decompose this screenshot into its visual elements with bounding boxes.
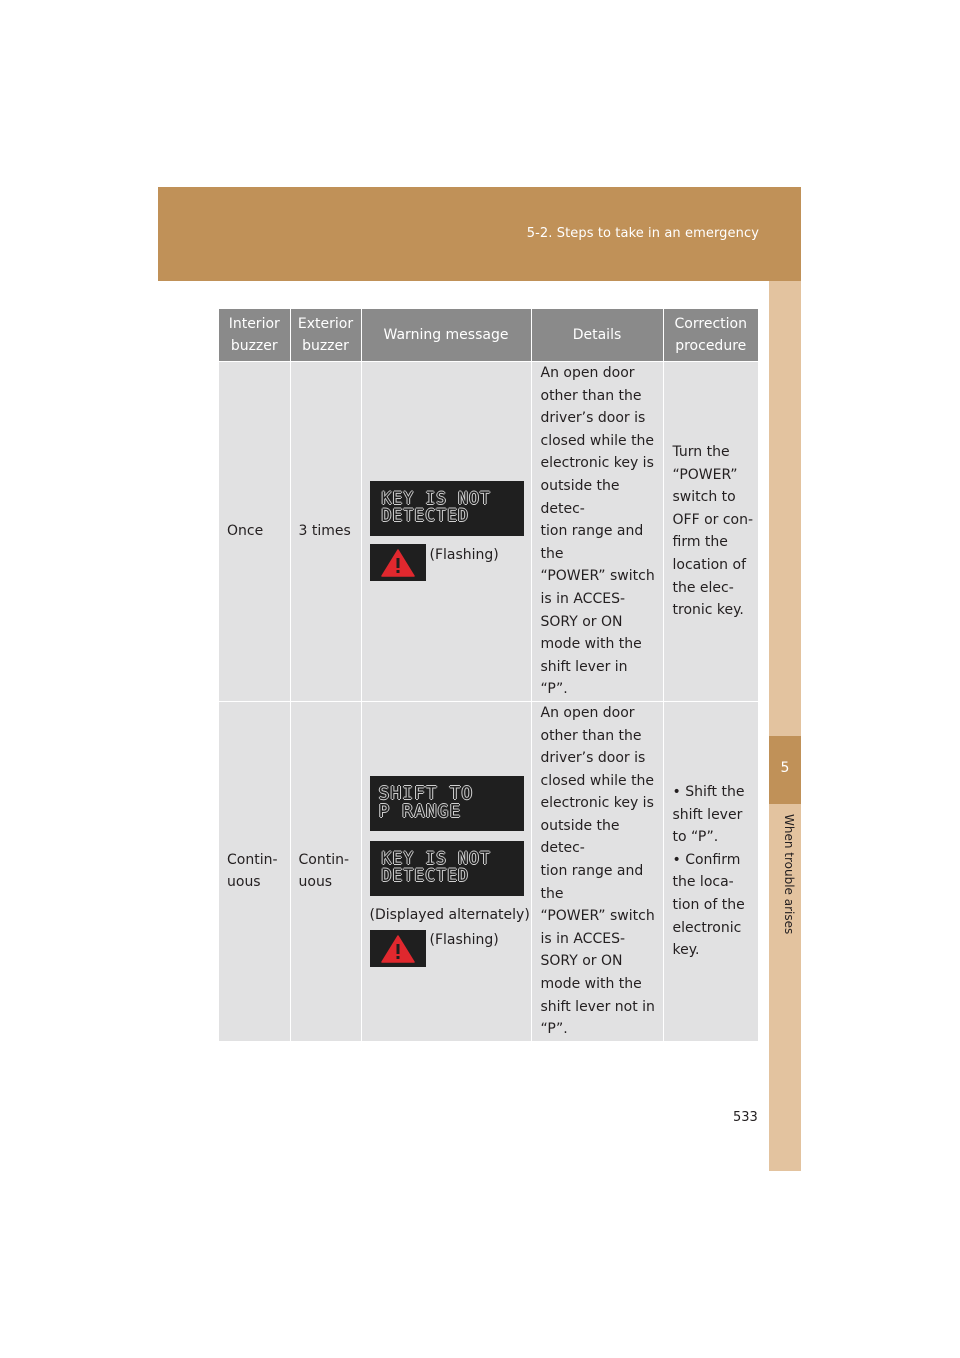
header-interior-buzzer: Interior buzzer bbox=[219, 309, 290, 362]
alternate-caption: (Displayed alternately) bbox=[369, 906, 530, 923]
correction-bullet: • Confirm the loca- tion of the electronic key. bbox=[672, 851, 745, 959]
header-details: Details bbox=[531, 309, 663, 362]
header-band bbox=[158, 187, 801, 281]
chapter-label: When trouble arises bbox=[782, 814, 796, 935]
interior-buzzer-cell: Once bbox=[219, 362, 290, 702]
details-cell: An open door other than the driver’s door is closed while the electronic key is outside the detec- tion range and the “POWER” switch is in ACCES- SORY or ON mode with the shift lever in “P”. bbox=[531, 362, 663, 702]
page-number: 533 bbox=[733, 1110, 758, 1125]
lcd-display: SHIFT TO P RANGE bbox=[370, 776, 524, 831]
header-warning-message: Warning message bbox=[361, 309, 531, 362]
warning-triangle-icon bbox=[370, 930, 426, 967]
table-row bbox=[219, 701, 758, 1040]
flashing-caption: (Flashing) bbox=[429, 932, 499, 949]
chapter-tab[interactable] bbox=[769, 736, 801, 804]
header-correction-procedure: Correction procedure bbox=[663, 309, 758, 362]
warning-table bbox=[219, 309, 758, 1041]
side-tab-strip bbox=[769, 281, 801, 1171]
interior-buzzer-cell: Contin- uous bbox=[219, 701, 290, 1040]
warning-message-cell bbox=[361, 701, 531, 1040]
section-title: 5-2. Steps to take in an emergency bbox=[526, 226, 759, 241]
lcd-display: KEY IS NOT DETECTED bbox=[370, 841, 524, 896]
table-header-row bbox=[219, 309, 758, 362]
correction-bullet: • Shift the shift lever to “P”. bbox=[672, 783, 745, 846]
header-exterior-buzzer: Exterior buzzer bbox=[290, 309, 361, 362]
warning-message-cell bbox=[361, 362, 531, 702]
details-cell: An open door other than the driver’s door is closed while the electronic key is outside the detec- tion range and the “POWER” switch is in ACCES- SORY or ON mode with the shift lever not in “P”. bbox=[531, 701, 663, 1040]
table-row bbox=[219, 362, 758, 702]
exterior-buzzer-cell: Contin- uous bbox=[290, 701, 361, 1040]
chapter-number: 5 bbox=[780, 760, 790, 776]
correction-cell bbox=[663, 701, 758, 1040]
warning-triangle-icon bbox=[370, 544, 426, 581]
flashing-caption: (Flashing) bbox=[429, 546, 499, 563]
correction-cell: Turn the “POWER” switch to OFF or con- firm the location of the elec- tronic key. bbox=[663, 362, 758, 702]
lcd-display: KEY IS NOT DETECTED bbox=[370, 481, 524, 536]
exterior-buzzer-cell: 3 times bbox=[290, 362, 361, 702]
